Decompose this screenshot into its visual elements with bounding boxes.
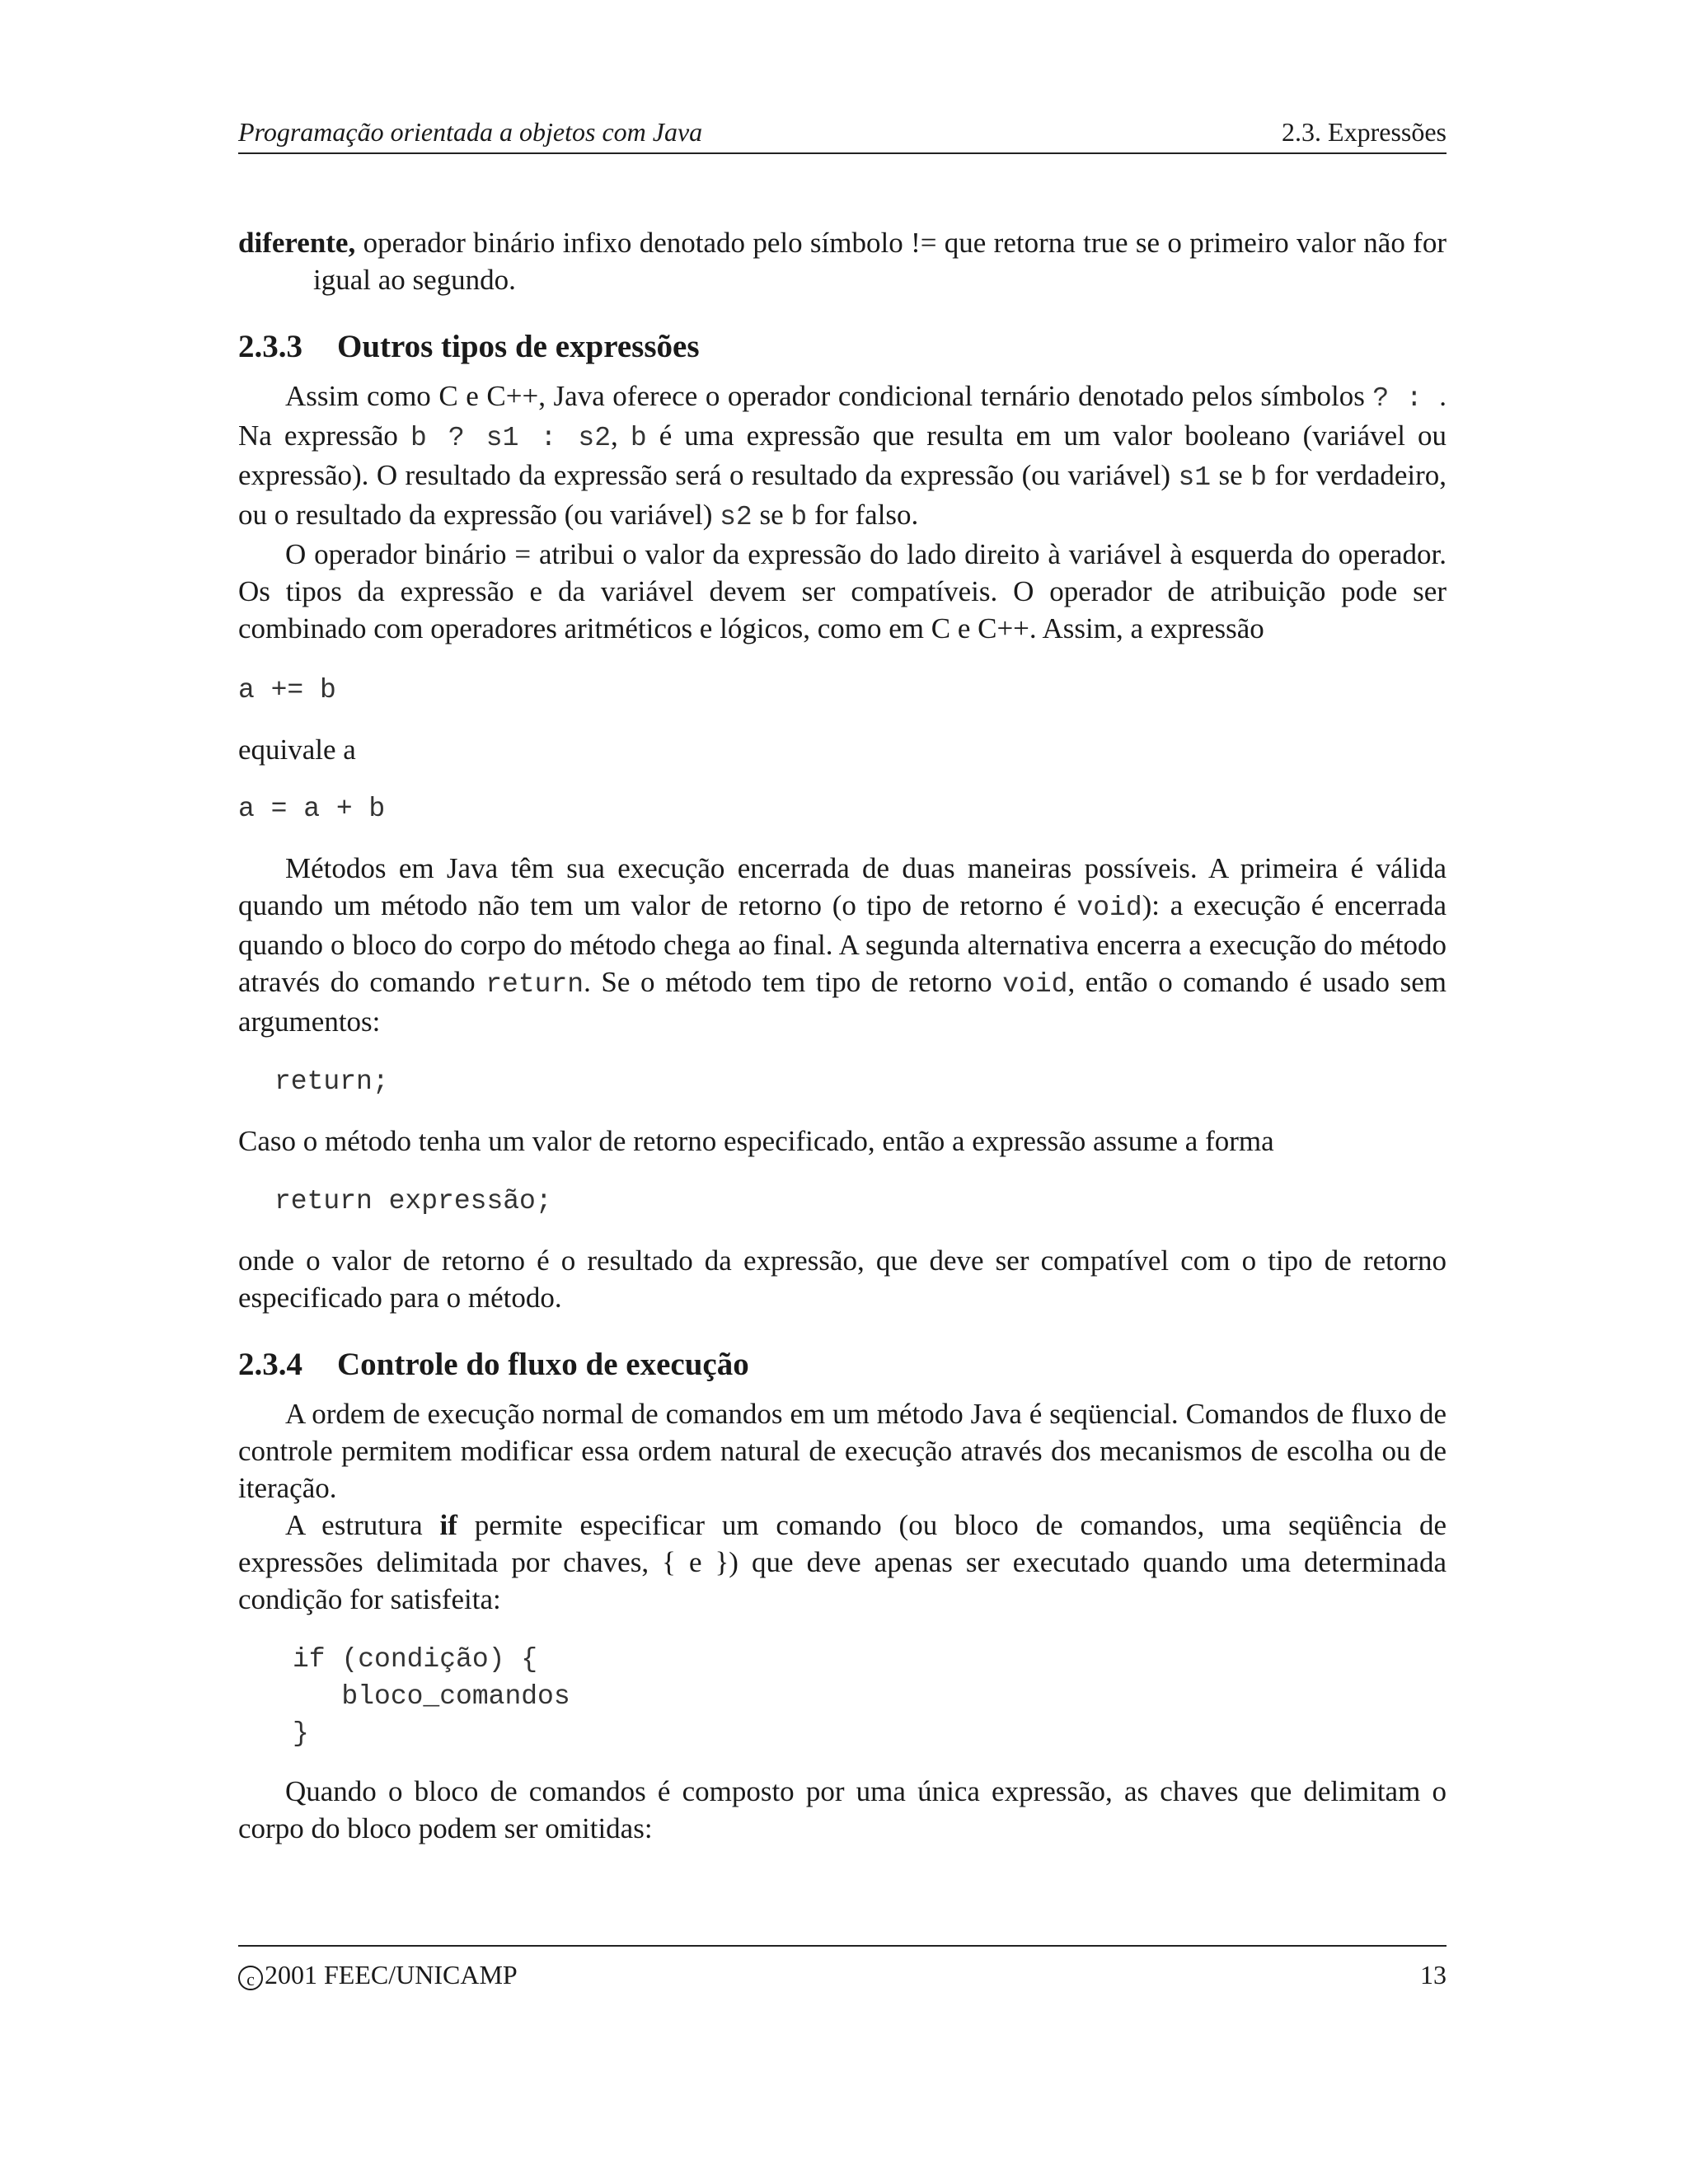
- definition-text: operador binário infixo denotado pelo símbolo: [355, 227, 912, 259]
- code-block-return-expression: return expressão;: [274, 1186, 552, 1216]
- text: ,: [611, 419, 631, 452]
- section-title: Controle do fluxo de execução: [337, 1347, 749, 1382]
- code-line: }: [293, 1718, 309, 1749]
- code-inline: void: [1002, 969, 1068, 1000]
- code-inline: s2: [720, 502, 753, 532]
- code-line: if (condição) {: [293, 1644, 538, 1675]
- code-inline: b ? s1 : s2: [410, 423, 612, 453]
- page: [238, 115, 1447, 1844]
- text: , então o comando é usado sem argumentos:: [238, 966, 1447, 1038]
- paragraph-methods-return: [238, 850, 1447, 1040]
- running-header: [238, 115, 1447, 154]
- text: se: [752, 499, 791, 531]
- text: ): a execução é encerrada quando o bloco do corpo do método chega ao final. A segunda alternativa encerra a execução do método através do comando: [238, 889, 1447, 998]
- code-block-if: [238, 1641, 1447, 1752]
- definition-text-cont: que retorna true se o primeiro valor não for igual ao segundo.: [313, 227, 1447, 296]
- text: Assim como C e C++, Java oferece o operador condicional ternário denotado pelos símbolos: [285, 380, 1373, 412]
- code-block-assign: a = a + b: [238, 794, 386, 824]
- paragraph-if-structure: [238, 1507, 1447, 1618]
- code-inline: b: [630, 423, 647, 453]
- paragraph-braces-omitted: Quando o bloco de comandos é composto por uma única expressão, as chaves que delimitam o corpo do bloco podem ser omitidas:: [238, 1775, 1447, 1844]
- section-number: 2.3.4: [238, 1347, 302, 1382]
- section-heading-2-3-4: [238, 1344, 1447, 1385]
- text: Métodos em Java têm sua execução encerrada de duas maneiras possíveis. A primeira é válida quando um método não tem um valor de retorno (o tipo de retorno é: [238, 852, 1447, 921]
- code-inline: b: [1250, 462, 1267, 493]
- code-inline: s1: [1178, 462, 1212, 493]
- code-inline: void: [1076, 893, 1142, 923]
- paragraph-equivale: equivale a: [238, 733, 356, 766]
- section-number: 2.3.3: [238, 329, 302, 364]
- section-heading-2-3-3: [238, 326, 1447, 368]
- copyright-icon: c: [238, 1966, 263, 1990]
- footer-copyright: [238, 1958, 518, 1991]
- definition-diferente: [238, 224, 1447, 298]
- text: permite especificar um comando (ou bloco de comandos, uma seqüência de expressões delimitada por chaves, { e }) que deve apenas ser executado quando uma determinada condição for satisfeita:: [238, 1509, 1447, 1615]
- definition-term: diferente,: [238, 227, 356, 259]
- text: . Na expressão: [238, 380, 1447, 452]
- code-block-return: return;: [274, 1066, 389, 1097]
- page-footer: [238, 1945, 1447, 1991]
- code-inline: ? :: [1372, 383, 1440, 414]
- text: . Se o método tem tipo de retorno: [584, 966, 1003, 998]
- paragraph-return-value: Caso o método tenha um valor de retorno especificado, então a expressão assume a forma: [238, 1125, 1274, 1157]
- text: se: [1211, 459, 1251, 491]
- paragraph-ternary: [238, 377, 1447, 536]
- text: for verdadeiro, ou o resultado da expressão (ou variável): [238, 459, 1447, 531]
- paragraph-assignment: O operador binário = atribui o valor da expressão do lado direito à variável à esquerda do operador. Os tipos da expressão e da variável devem ser compatíveis. O operador de atribuição pode ser combinado com operadores aritméticos e lógicos, como em C e C++. Assim, a expressão: [238, 538, 1447, 644]
- page-number: 13: [1420, 1960, 1447, 1990]
- code-inline: return: [485, 969, 584, 1000]
- text: A estrutura: [285, 1509, 440, 1541]
- header-book-title: Programação orientada a objetos com Java: [238, 117, 703, 147]
- paragraph-flow-control: A ordem de execução normal de comandos em um método Java é seqüencial. Comandos de fluxo de controle permitem modificar essa ordem natural de execução através dos mecanismos de escolha ou de iteração.: [238, 1398, 1447, 1504]
- keyword-if: if: [439, 1509, 457, 1541]
- code-line: bloco_comandos: [293, 1681, 570, 1712]
- page-body: [238, 224, 1447, 1847]
- text: é uma expressão que resulta em um valor booleano (variável ou expressão). O resultado da expressão será o resultado da expressão (ou variável): [238, 419, 1447, 491]
- header-section: 2.3. Expressões: [1282, 117, 1447, 147]
- code-block-compound-assign: a += b: [238, 675, 336, 705]
- paragraph-return-compat: onde o valor de retorno é o resultado da expressão, que deve ser compatível com o tipo de retorno especificado para o método.: [238, 1244, 1447, 1314]
- footer-copyright-text: 2001 FEEC/UNICAMP: [265, 1960, 518, 1990]
- section-title: Outros tipos de expressões: [337, 329, 700, 364]
- definition-symbol: !=: [911, 227, 937, 259]
- code-inline: b: [790, 502, 808, 532]
- text: for falso.: [807, 499, 919, 531]
